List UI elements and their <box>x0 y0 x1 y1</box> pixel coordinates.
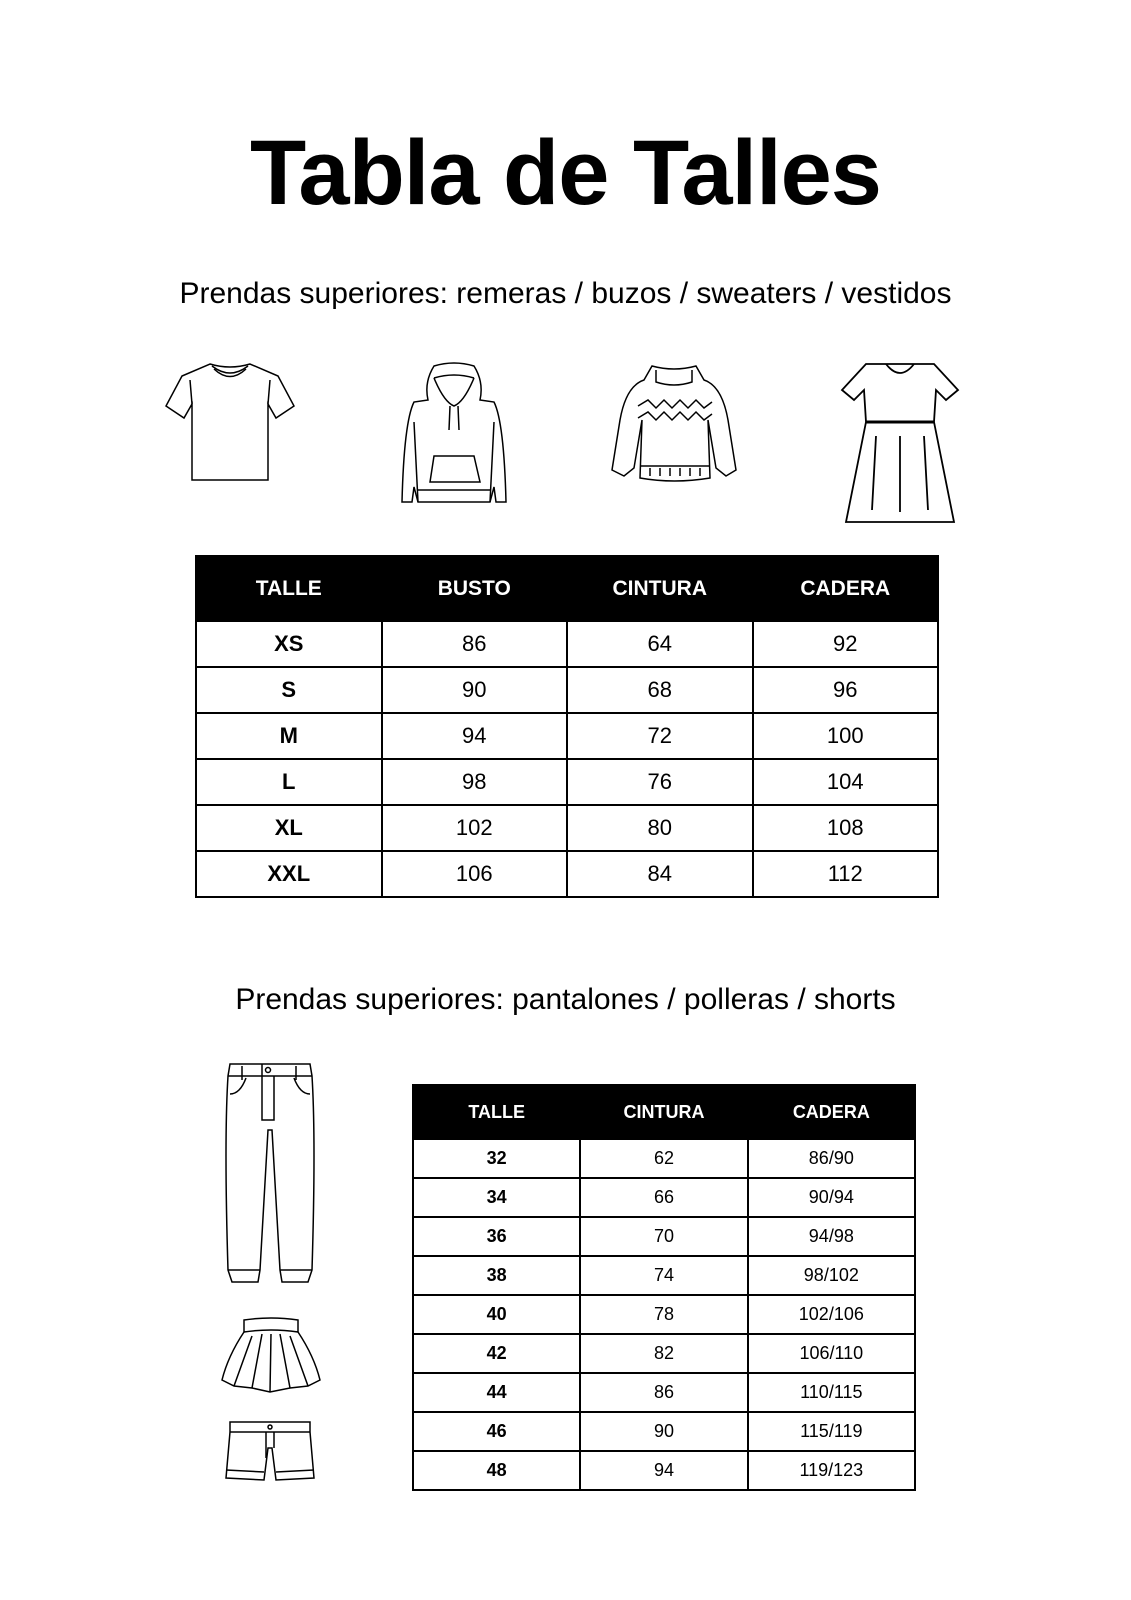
size-cell: 34 <box>413 1178 580 1217</box>
table-row <box>413 1178 915 1217</box>
table-row <box>196 759 938 805</box>
size-cell: L <box>196 759 382 805</box>
page-title: Tabla de Talles <box>250 122 881 224</box>
bottoms-size-table <box>412 1084 916 1491</box>
size-cell: 44 <box>413 1373 580 1412</box>
table-row <box>196 667 938 713</box>
waist-cell: 82 <box>580 1334 747 1373</box>
column-header: TALLE <box>196 556 382 621</box>
skirt-icon <box>218 1316 324 1396</box>
bust-cell: 86 <box>382 621 568 667</box>
table-row <box>413 1412 915 1451</box>
waist-cell: 80 <box>567 805 753 851</box>
size-cell: 42 <box>413 1334 580 1373</box>
waist-cell: 68 <box>567 667 753 713</box>
size-cell: XL <box>196 805 382 851</box>
waist-cell: 86 <box>580 1373 747 1412</box>
section-heading-tops: Prendas superiores: remeras / buzos / sweaters / vestidos <box>179 277 952 310</box>
column-header: BUSTO <box>382 556 568 621</box>
waist-cell: 64 <box>567 621 753 667</box>
hip-cell: 112 <box>753 851 939 897</box>
hip-cell: 90/94 <box>748 1178 915 1217</box>
bust-cell: 106 <box>382 851 568 897</box>
size-cell: S <box>196 667 382 713</box>
column-header: CADERA <box>753 556 939 621</box>
hip-cell: 102/106 <box>748 1295 915 1334</box>
hip-cell: 110/115 <box>748 1373 915 1412</box>
table-row <box>413 1256 915 1295</box>
waist-cell: 72 <box>567 713 753 759</box>
size-cell: 38 <box>413 1256 580 1295</box>
waist-cell: 62 <box>580 1139 747 1178</box>
size-cell: XS <box>196 621 382 667</box>
hip-cell: 100 <box>753 713 939 759</box>
table-row <box>196 805 938 851</box>
shorts-icon <box>222 1418 318 1484</box>
bust-cell: 94 <box>382 713 568 759</box>
t-shirt-icon <box>160 360 300 485</box>
table-header-row <box>413 1085 915 1139</box>
pants-icon <box>222 1060 318 1285</box>
bust-cell: 102 <box>382 805 568 851</box>
table-row <box>413 1139 915 1178</box>
size-cell: 32 <box>413 1139 580 1178</box>
hip-cell: 86/90 <box>748 1139 915 1178</box>
table-row <box>413 1295 915 1334</box>
hip-cell: 106/110 <box>748 1334 915 1373</box>
waist-cell: 70 <box>580 1217 747 1256</box>
size-cell: XXL <box>196 851 382 897</box>
size-cell: 40 <box>413 1295 580 1334</box>
column-header: CINTURA <box>567 556 753 621</box>
hip-cell: 94/98 <box>748 1217 915 1256</box>
hip-cell: 115/119 <box>748 1412 915 1451</box>
waist-cell: 74 <box>580 1256 747 1295</box>
column-header: CADERA <box>748 1085 915 1139</box>
table-row <box>196 851 938 897</box>
size-cell: M <box>196 713 382 759</box>
hoodie-icon <box>394 362 514 507</box>
size-cell: 46 <box>413 1412 580 1451</box>
waist-cell: 90 <box>580 1412 747 1451</box>
table-row <box>413 1334 915 1373</box>
waist-cell: 76 <box>567 759 753 805</box>
table-header-row <box>196 556 938 621</box>
table-row <box>413 1373 915 1412</box>
waist-cell: 84 <box>567 851 753 897</box>
hip-cell: 104 <box>753 759 939 805</box>
size-cell: 36 <box>413 1217 580 1256</box>
waist-cell: 94 <box>580 1451 747 1490</box>
sweater-icon <box>604 360 744 485</box>
table-row <box>413 1217 915 1256</box>
tops-size-table <box>195 555 939 898</box>
bust-cell: 90 <box>382 667 568 713</box>
size-cell: 48 <box>413 1451 580 1490</box>
table-row <box>413 1451 915 1490</box>
hip-cell: 98/102 <box>748 1256 915 1295</box>
column-header: TALLE <box>413 1085 580 1139</box>
section-heading-bottoms: Prendas superiores: pantalones / polleras / shorts <box>235 983 896 1016</box>
table-row <box>196 713 938 759</box>
hip-cell: 119/123 <box>748 1451 915 1490</box>
hip-cell: 108 <box>753 805 939 851</box>
waist-cell: 78 <box>580 1295 747 1334</box>
dress-icon <box>836 360 966 525</box>
column-header: CINTURA <box>580 1085 747 1139</box>
hip-cell: 92 <box>753 621 939 667</box>
waist-cell: 66 <box>580 1178 747 1217</box>
table-row <box>196 621 938 667</box>
bust-cell: 98 <box>382 759 568 805</box>
hip-cell: 96 <box>753 667 939 713</box>
